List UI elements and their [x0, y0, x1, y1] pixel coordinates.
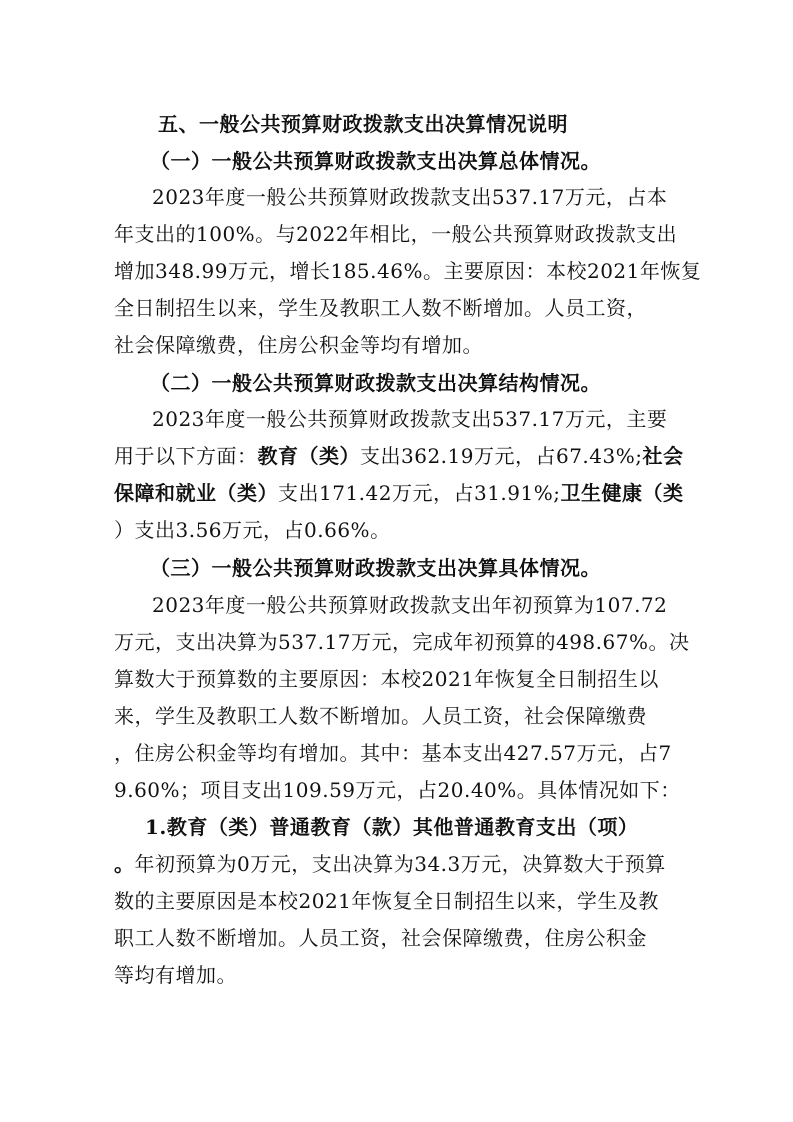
paragraph-line: 等均有增加。: [114, 963, 237, 987]
paragraph-line: 数的主要原因是本校2021年恢复全日制招生以来，学生及教: [114, 889, 659, 913]
paragraph-line: 2023年度一般公共预算财政拨款支出537.17万元，主要: [152, 407, 668, 431]
paragraph-line: [114, 441, 694, 471]
paragraph-line: ，住房公积金等均有增加。其中：基本支出427.57万元，占7: [114, 741, 672, 765]
part3-heading: （三）一般公共预算财政拨款支出决算具体情况。: [150, 556, 601, 580]
section-title: 五、一般公共预算财政拨款支出决算情况说明: [158, 112, 568, 136]
category-social-start: 社会: [642, 444, 684, 468]
paragraph-line: 来，学生及教职工人数不断增加。人员工资，社会保障缴费: [114, 704, 647, 728]
paragraph-line: 9.60%；项目支出109.59万元，占20.40%。具体情况如下：: [114, 778, 681, 802]
paragraph-line: 社会保障缴费，住房公积金等均有增加。: [114, 333, 483, 357]
paragraph-line: [114, 849, 694, 879]
paragraph-line: 万元，支出决算为537.17万元，完成年初预算的498.67%。决: [114, 630, 690, 654]
paragraph-line: 2023年度一般公共预算财政拨款支出537.17万元，占本: [152, 185, 668, 209]
paragraph-line: ）支出3.56万元，占0.66%。: [114, 518, 391, 542]
paragraph-line: 全日制招生以来，学生及教职工人数不断增加。人员工资，: [114, 296, 647, 320]
paragraph-line: 算数大于预算数的主要原因：本校2021年恢复全日制招生以: [114, 667, 659, 691]
paragraph-line: 职工人数不断增加。人员工资，社会保障缴费，住房公积金: [114, 926, 647, 950]
item1-heading: 1.教育（类）普通教育（款）其他普通教育支出（项）: [145, 815, 639, 839]
paragraph-line: 年支出的100%。与2022年相比，一般公共预算财政拨款支出: [114, 222, 678, 246]
part2-heading: （二）一般公共预算财政拨款支出决算结构情况。: [150, 371, 601, 395]
paragraph-line: 2023年度一般公共预算财政拨款支出年初预算为107.72: [152, 593, 668, 617]
category-social: 保障和就业（类）: [114, 481, 278, 505]
text-span: 年初预算为0万元，支出决算为34.3万元，决算数大于预算: [134, 852, 666, 876]
category-education: 教育（类）: [257, 444, 360, 468]
paragraph-line: [114, 478, 694, 508]
text-span: 用于以下方面：: [114, 444, 258, 468]
paragraph-line: 增加348.99万元，增长185.46%。主要原因：本校2021年恢复: [114, 259, 702, 283]
text-span: 支出171.42万元，占31.91%;: [278, 481, 561, 505]
category-health: 卫生健康（类: [560, 481, 684, 505]
part1-heading: （一）一般公共预算财政拨款支出决算总体情况。: [150, 149, 601, 173]
text-span: 支出362.19万元，占67.43%;: [360, 444, 643, 468]
text-span: 。: [114, 852, 135, 876]
